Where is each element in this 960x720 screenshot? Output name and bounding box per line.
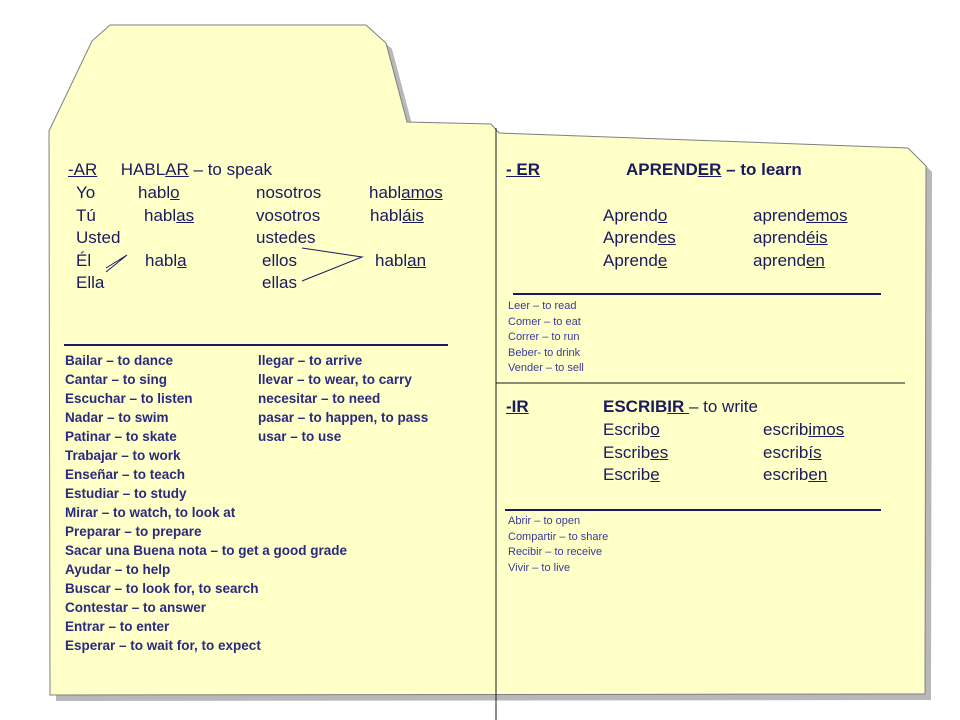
er-form-plural-3 <box>753 251 825 271</box>
ar-form-yo <box>138 183 180 203</box>
vocab-item: Mirar – to watch, to look at <box>65 505 236 520</box>
er-ending-part: es <box>657 228 676 247</box>
ir-ending-part: en <box>808 465 828 484</box>
ir-ending-part: imos <box>808 420 845 439</box>
ir-ending-part: e <box>650 465 660 484</box>
er-stem: Aprend <box>603 206 658 225</box>
er-form-singular-1 <box>603 206 667 226</box>
er-stem: Aprend <box>603 228 658 247</box>
vocab-item: Recibir – to receive <box>508 546 603 558</box>
ar-verb-meaning: – to speak <box>188 160 272 179</box>
ar-pronoun-vosotros: vosotros <box>256 206 321 225</box>
vocab-item: Sacar una Buena nota – to get a good grade <box>65 543 348 558</box>
ar-ending: -AR <box>68 160 98 179</box>
ar-form-tu <box>144 206 194 226</box>
ar-form-yo-stem: habl <box>138 183 171 202</box>
ar-form-ellos-ending: an <box>407 251 427 270</box>
ar-form-vosotros-ending: áis <box>402 206 424 225</box>
ar-form-yo-ending: o <box>170 183 180 202</box>
vocab-item: llevar – to wear, to carry <box>258 372 412 387</box>
vocab-item: Bailar – to dance <box>65 353 174 368</box>
ir-form-plural-2 <box>763 443 822 463</box>
ir-ending-part: o <box>650 420 660 439</box>
vocab-item: Nadar – to swim <box>65 410 169 425</box>
ar-form-ellos <box>375 251 426 271</box>
ir-form-plural-1 <box>763 420 844 440</box>
ar-pronoun-ellos: ellos <box>262 251 297 270</box>
er-stem: aprend <box>753 228 806 247</box>
ar-pronoun-usted: Usted <box>76 228 121 247</box>
ar-form-nosotros-ending: amos <box>401 183 443 202</box>
vocab-item: usar – to use <box>258 429 342 444</box>
vocab-item: llegar – to arrive <box>258 353 363 368</box>
ar-pronoun-el: Él <box>76 251 92 270</box>
vocab-item: Comer – to eat <box>508 315 581 328</box>
vocab-item: Vivir – to live <box>508 561 571 574</box>
ar-verb-stem: HABL <box>120 160 166 179</box>
vocab-item: Preparar – to prepare <box>65 524 202 539</box>
ar-form-vosotros-stem: habl <box>370 206 403 225</box>
er-ending-part: éis <box>805 228 828 247</box>
vocab-item: Beber- to drink <box>508 346 581 359</box>
ar-pronoun-yo: Yo <box>76 183 96 202</box>
ar-pronoun-ustedes: ustedes <box>256 228 316 247</box>
vocab-item: Enseñar – to teach <box>65 467 186 482</box>
ar-form-el-ending: a <box>177 251 187 270</box>
vocab-item: Estudiar – to study <box>65 486 187 501</box>
ar-vocab-right-list <box>258 351 428 446</box>
er-ending-part: emos <box>805 206 848 225</box>
ir-ending: -IR <box>506 397 529 416</box>
vocab-item: Escuchar – to listen <box>65 391 193 406</box>
vocab-item: Leer – to read <box>508 300 577 312</box>
er-ending-part: e <box>657 251 668 270</box>
er-ending-part: o <box>657 206 668 225</box>
er-ending: - ER <box>506 160 540 179</box>
vocab-item: Entrar – to enter <box>65 619 170 634</box>
vocab-item: Contestar – to answer <box>65 600 207 615</box>
er-vocab-list <box>508 299 584 377</box>
vocab-item: Abrir – to open <box>508 515 581 527</box>
ar-pronoun-nosotros: nosotros <box>256 183 322 202</box>
ir-ending-part: ís <box>808 443 822 462</box>
er-separator-line <box>513 293 881 295</box>
er-heading <box>506 160 802 180</box>
ir-verb-ending: IR <box>667 397 689 416</box>
ar-heading <box>68 160 272 180</box>
ir-stem: Escrib <box>603 420 651 439</box>
er-form-singular-3 <box>603 251 667 271</box>
ar-form-el <box>145 251 187 271</box>
ar-pronoun-ella: Ella <box>76 273 105 292</box>
ir-form-singular-3 <box>603 465 660 485</box>
ar-form-nosotros <box>369 183 443 203</box>
ar-form-tu-stem: habl <box>144 206 177 225</box>
er-form-plural-1 <box>753 206 848 226</box>
ir-separator-line <box>505 509 881 511</box>
vocab-item: necesitar – to need <box>258 391 381 406</box>
vocab-item: Patinar – to skate <box>65 429 177 444</box>
ar-verb-ending: AR <box>165 160 189 179</box>
ar-form-tu-ending: as <box>176 206 195 225</box>
ar-pronoun-ellas: ellas <box>262 273 297 292</box>
ir-verb-meaning: – to write <box>688 397 758 416</box>
er-verb-meaning: – to learn <box>721 160 802 179</box>
vocab-item: Correr – to run <box>508 331 580 343</box>
vocab-item: Esperar – to wait for, to expect <box>65 638 261 653</box>
er-form-singular-2 <box>603 228 676 248</box>
er-stem: aprend <box>753 251 806 270</box>
ar-pronoun-tu: Tú <box>76 206 96 225</box>
vocab-item: pasar – to happen, to pass <box>258 410 429 425</box>
ar-form-ellos-stem: habl <box>375 251 408 270</box>
vocab-item: Ayudar – to help <box>65 562 171 577</box>
vocab-item: Buscar – to look for, to search <box>65 581 259 596</box>
er-verb-stem: APREND <box>626 160 698 179</box>
er-form-plural-2 <box>753 228 828 248</box>
ir-form-singular-1 <box>603 420 660 440</box>
vocab-item: Vender – to sell <box>508 362 584 374</box>
ar-form-el-stem: habl <box>145 251 178 270</box>
ar-form-vosotros <box>370 206 424 226</box>
ir-stem: Escrib <box>603 443 651 462</box>
ir-heading <box>506 397 758 417</box>
ir-verb-stem: ESCRIB <box>603 397 668 416</box>
vocab-item: Cantar – to sing <box>65 372 168 387</box>
er-ending-part: en <box>805 251 825 270</box>
ir-form-plural-3 <box>763 465 827 485</box>
ir-vocab-list <box>508 514 608 576</box>
er-stem: aprend <box>753 206 806 225</box>
er-verb-ending: ER <box>697 160 722 179</box>
ir-stem: escrib <box>763 443 809 462</box>
er-stem: Aprend <box>603 251 658 270</box>
vocab-item: Compartir – to share <box>508 530 609 543</box>
ir-stem: escrib <box>763 420 809 439</box>
vocab-item: Trabajar – to work <box>65 448 181 463</box>
ir-stem: escrib <box>763 465 809 484</box>
ir-stem: Escrib <box>603 465 651 484</box>
ir-form-singular-2 <box>603 443 668 463</box>
ir-ending-part: es <box>650 443 669 462</box>
ar-form-nosotros-stem: habl <box>369 183 402 202</box>
ar-separator-line <box>64 344 448 346</box>
